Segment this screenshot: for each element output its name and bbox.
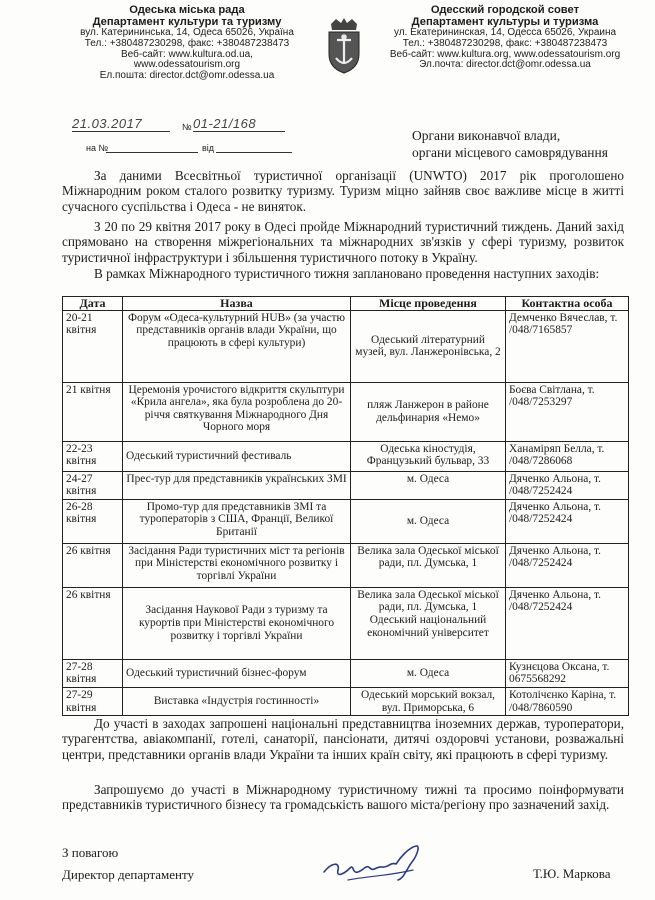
closing-regards: З повагою — [62, 845, 119, 860]
cell-date: 26-28 квітня — [63, 499, 123, 543]
from-field — [216, 142, 292, 153]
cell-name: Промо-тур для представників ЗМІ та туроператорів з США, Франції, Великої Британії — [123, 499, 351, 543]
on-number-label: на № — [86, 143, 109, 153]
cell-contact: Дяченко Альона, т. /048/7252424 — [506, 471, 629, 499]
cell-contact: Котолічєнко Каріна, т. /048/7860590 — [506, 687, 629, 715]
events-table — [62, 296, 629, 716]
cell-venue: Велика зала Одеської міської ради, пл. Думська, 1 — [351, 543, 506, 587]
email-ua: Ел.пошта: director.dct@omr.odessa.ua — [99, 70, 275, 82]
paragraph-5 — [62, 782, 624, 813]
paragraph-2 — [62, 219, 624, 265]
email-ru: Эл.почта: director.dct@omr.odessa.ua — [419, 59, 591, 71]
cell-name: Прес-тур для представників українських ЗМІ — [123, 471, 351, 499]
web-ua: Веб-сайт: www.kultura.od.ua, — [121, 48, 253, 60]
cell-contact: Ханаміряп Белла, т. /048/7286068 — [506, 441, 629, 471]
table-row — [63, 382, 629, 441]
dept-name-ua: Департамент культури та туризму — [92, 16, 282, 28]
signer-position: Директор департаменту — [62, 867, 195, 882]
reg-number-label: № — [182, 122, 192, 132]
odesa-coat-of-arms-icon — [325, 18, 363, 74]
handwritten-signature-icon — [318, 840, 438, 890]
cell-date: 26 квітня — [63, 543, 123, 587]
cell-contact: Дяченко Альона, т. /048/7252424 — [506, 543, 629, 587]
paragraph-2-text: З 20 по 29 квітня 2017 року в Одесі пройде Міжнародний туристичний тиждень. Даний захід спрямовано на створення міжрегіональних та міжнародних зв'язків у сфері туризму, розвиток туристичної інфраструктури і збільшення туристичного потоку в Україну. — [62, 219, 624, 265]
cell-venue: Одеська кіностудія, Французький бульвар, 33 — [351, 441, 506, 471]
cell-date: 22-23 квітня — [63, 441, 123, 471]
table-row — [63, 543, 629, 587]
cell-contact: Боєва Світлана, т. /048/7253297 — [506, 382, 629, 441]
org-name-ru: Одесский городской совет — [430, 4, 580, 16]
phone-ua: Тел.: +380487230298, факс: +380487238473 — [84, 37, 290, 49]
web-ru: Веб-сайт: www.kultura.org, www.odessatourism.org — [389, 48, 621, 60]
header-ukrainian — [72, 4, 302, 82]
dept-name-ru: Департамент культуры и туризма — [411, 16, 599, 28]
cell-name: Форум «Одеса-культурний HUB» (за участю представників органів влади України, що працюють в сфері культури) — [123, 310, 351, 382]
cell-contact: Дяченко Альона, т. /048/7252424 — [506, 499, 629, 543]
cell-contact: Демченко Вячеслав, т. /048/7165857 — [506, 310, 629, 382]
cell-name: Виставка «Індустрія гостинності» — [123, 687, 351, 715]
cell-contact: Кузнєцова Оксана, т. 0675568292 — [506, 659, 629, 687]
cell-date: 20-21 квітня — [63, 310, 123, 382]
table-row — [63, 659, 629, 687]
cell-name: Засідання Наукової Ради з туризму та курортів при Міністерстві економічного розвитку і торгівлі України — [123, 587, 351, 659]
cell-date: 21 квітня — [63, 382, 123, 441]
cell-date: 26 квітня — [63, 587, 123, 659]
cell-venue: Одеський літературний музей, вул. Ланжеронівська, 2 — [351, 310, 506, 382]
col-header-name: Назва — [123, 297, 351, 311]
address-ua: вул. Катерининська, 14, Одеса 65026, Україна — [80, 27, 294, 38]
paragraph-1 — [62, 168, 624, 214]
recipient-block — [412, 128, 642, 161]
table-row — [63, 310, 629, 382]
header-russian — [380, 4, 630, 71]
cell-venue: м. Одеса — [351, 471, 506, 499]
cell-name: Одеський туристичний фестиваль — [123, 441, 351, 471]
cell-name: Засідання Ради туристичних міст та регіонів при Міністерстві економічного розвитку і торгівлі України — [123, 543, 351, 587]
col-header-venue: Місце проведення — [351, 297, 506, 311]
table-row — [63, 687, 629, 715]
recipient-line: Органи виконавчої влади, — [412, 128, 561, 143]
web2-ua: www.odessatourism.org — [133, 59, 241, 71]
phone-ru: Тел.: +380487230298, факс: +380487238473 — [402, 37, 608, 49]
cell-contact: Дяченко Альона, т. /048/7252424 — [506, 587, 629, 659]
recipient-line: органи місцевого самоврядування — [412, 144, 608, 160]
paragraph-1-text: За даними Всесвітньої туристичної організації (UNWTO) 2017 рік проголошено Міжнародним роком сталого розвитку туризму. Туризм міцно зайняв своє важливе місце в житті сучасного суспільства і Одеса - не виняток. — [62, 168, 624, 214]
paragraph-3 — [62, 266, 624, 281]
table-row — [63, 587, 629, 659]
paragraph-3-text: В рамках Міжнародного туристичного тижня заплановано проведення наступних заходів: — [94, 266, 600, 281]
cell-venue: пляж Ланжерон в районе дельфинария «Немо» — [351, 382, 506, 441]
col-header-contact: Контактна особа — [506, 297, 629, 311]
signer-name: Т.Ю. Маркова — [533, 866, 611, 881]
cell-name: Церемонія урочистого відкриття скульптури «Крила ангела», яка була розроблена до 20-річчя святкування Міжнародного Дня Чорного моря — [123, 382, 351, 441]
paragraph-4-text: До участі в заходах запрошені національні представництва іноземних держав, туроператори, турагентства, авіакомпанії, готелі, санаторії, пансіонати, дитячі оздоровчі установи, розважальні центри, представники органів влади України та інших країн світу, які працюють в сфері туризму. — [62, 716, 624, 762]
cell-date: 24-27 квітня — [63, 471, 123, 499]
org-name-ua: Одеська міська рада — [129, 4, 245, 16]
table-header-row — [63, 297, 629, 311]
address-ru: ул. Екатерининская, 14, Одесса 65026, Украина — [393, 27, 617, 38]
col-header-date: Дата — [63, 297, 123, 311]
cell-name: Одеський туристичний бізнес-форум — [123, 659, 351, 687]
paragraph-4 — [62, 716, 624, 762]
table-row — [63, 471, 629, 499]
from-label: від — [202, 143, 215, 153]
reg-date: 21.03.2017 — [72, 116, 170, 132]
cell-date: 27-28 квітня — [63, 659, 123, 687]
cell-venue: Велика зала Одеської міської ради, пл. Думська, 1 Одеський національний економічний університет — [351, 587, 506, 659]
table-row — [63, 499, 629, 543]
cell-venue: м. Одеса — [351, 659, 506, 687]
cell-venue: м. Одеса — [351, 499, 506, 543]
table-row — [63, 441, 629, 471]
cell-venue: Одеський морський вокзал, вул. Приморська, 6 — [351, 687, 506, 715]
reg-number: 01-21/168 — [193, 116, 285, 132]
cell-date: 27-29 квітня — [63, 687, 123, 715]
paragraph-5-text: Запрошуємо до участі в Міжнародному туристичному тижні та просимо поінформувати представників туристичного бізнесу та громадськість вашого міста/регіону про зазначений захід. — [62, 782, 624, 813]
on-number-field — [106, 142, 198, 153]
